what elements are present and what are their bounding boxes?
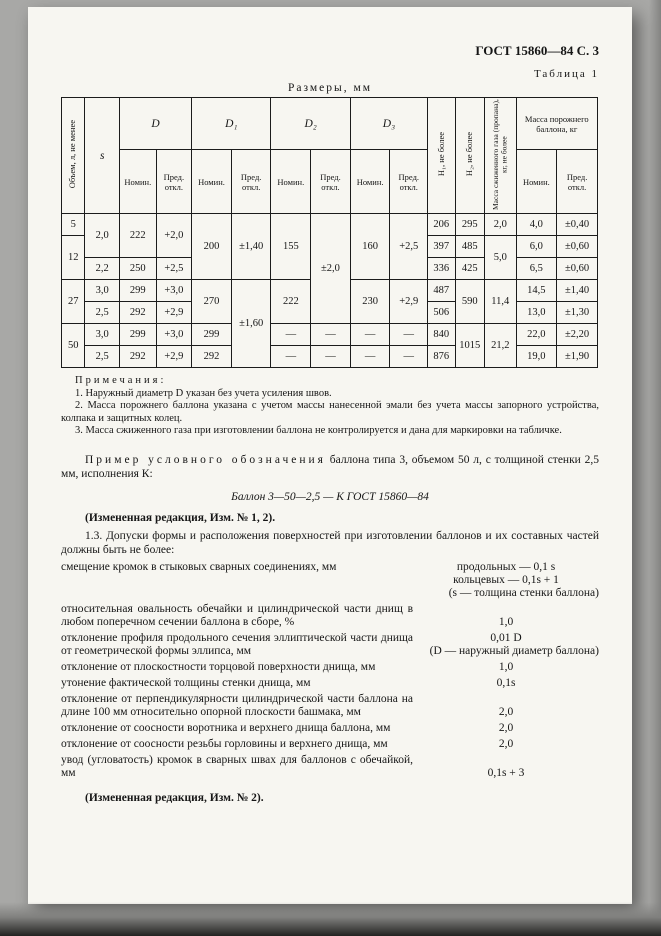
spec-value: 0,1s (496, 676, 516, 689)
table-cell: 6,5 (516, 258, 557, 280)
col-header-h1 (428, 98, 455, 214)
col-header-gas-mass-label: Масса сжиженного газа (пропана), кг, не более (490, 99, 509, 210)
table-cell: 299 (119, 324, 156, 346)
table-cell: 4,0 (516, 214, 557, 236)
table-cell: 2,5 (85, 302, 120, 324)
table-cell: 5,0 (485, 236, 517, 280)
table-cell: 840 (428, 324, 455, 346)
spec-text: утонение фактической толщины стенки днища, мм (61, 676, 311, 689)
spec-values (413, 616, 599, 629)
subheader-deviation: Пред. откл. (231, 150, 271, 214)
subheader-nominal: Номин. (271, 150, 311, 214)
table-cell: — (350, 346, 390, 368)
table-cell: 2,2 (85, 258, 120, 280)
table-cell: 425 (455, 258, 484, 280)
table-cell: ±2,0 (311, 214, 351, 324)
table-cell: 487 (428, 280, 455, 302)
col-header-d1: D₁ (192, 98, 271, 150)
scan-edge-shadow-right (649, 0, 661, 936)
spec-text: относительная овальность обечайки и цилиндрической части днищ в любом поперечном сечении баллона в сборе, % (61, 602, 413, 628)
table-cell: 590 (455, 280, 484, 324)
table-cell: 222 (119, 214, 156, 258)
spec-value: кольцевых — 0,1s + 1 (453, 573, 559, 586)
subheader-deviation: Пред. откл. (390, 150, 428, 214)
col-header-gas-mass (485, 98, 517, 214)
doc-header: ГОСТ 15860—84 С. 3 (475, 43, 599, 58)
table-cell: 21,2 (485, 324, 517, 368)
table-cell: 13,0 (516, 302, 557, 324)
spec-values (413, 632, 599, 658)
table-cell: 506 (428, 302, 455, 324)
spec-text: отклонение профиля продольного сечения эллиптической части днища от геометрической формы эллипса, мм (61, 631, 413, 657)
table-cell: 14,5 (516, 280, 557, 302)
table-row (62, 346, 598, 368)
table-cell: ±1,40 (231, 214, 271, 280)
col-header-s: s (85, 98, 120, 214)
spec-value: 2,0 (498, 737, 514, 750)
table-cell: — (390, 324, 428, 346)
table-cell: ±1,30 (557, 302, 598, 324)
table-cell: 19,0 (516, 346, 557, 368)
spec-value: 1,0 (498, 660, 514, 673)
table-cell: 206 (428, 214, 455, 236)
table-cell: ±0,60 (557, 236, 598, 258)
spec-value: 2,0 (498, 705, 514, 718)
example-paragraph (61, 453, 599, 481)
table-cell: 2,5 (85, 346, 120, 368)
note-item: 2. Масса порожнего баллона указана с учетом массы нанесенной эмали без учета массы запорного устройства, колпака и защитных колец. (61, 400, 599, 424)
note-item: 3. Масса сжиженного газа при изготовлении баллона не контролируется и дана для маркировки на табличке. (75, 425, 562, 436)
table-title: Размеры, мм (287, 82, 373, 94)
spec-text: отклонение от перпендикулярности цилиндрической части баллона на длине 100 мм относительно опорной плоскости башмака, мм (61, 692, 413, 718)
table-cell: +3,0 (156, 324, 192, 346)
table-cell: 299 (119, 280, 156, 302)
table-cell: — (390, 346, 428, 368)
table-cell: 27 (62, 280, 85, 324)
col-header-d: D (119, 98, 191, 150)
table-cell: 1015 (455, 324, 484, 368)
spec-note: (D — наружный диаметр баллона) (429, 644, 599, 657)
table-row (62, 324, 598, 346)
table-cell: ±2,20 (557, 324, 598, 346)
example-lead: Пример условного обозначения (85, 453, 326, 466)
table-cell: 5 (62, 214, 85, 236)
spec-item (61, 693, 599, 719)
designation-line: Баллон 3—50—2,5 — К ГОСТ 15860—84 (231, 490, 429, 503)
table-cell: +2,0 (156, 214, 192, 258)
col-header-h2-label: H₂, не более (464, 132, 475, 177)
table-cell: +2,9 (156, 346, 192, 368)
table-cell: 160 (350, 214, 390, 280)
revision-note-2: (Измененная редакция, Изм. № 2). (85, 791, 264, 804)
table-cell: — (271, 324, 311, 346)
table-cell: 270 (192, 280, 232, 324)
table-subheader-row (62, 150, 598, 214)
example-rest: баллона типа 3, объемом 50 л, с толщиной стенки 2,5 мм, исполнения К: (61, 453, 599, 480)
table-cell: ±0,60 (557, 258, 598, 280)
spec-text: смещение кромок в стыковых сварных соединениях, мм (61, 560, 337, 573)
table-cell: — (271, 346, 311, 368)
revision-note-1: (Измененная редакция, Изм. № 1, 2). (85, 511, 276, 524)
spec-value: продольных — 0,1 s (456, 560, 556, 573)
table-cell: 250 (119, 258, 156, 280)
table-cell: 50 (62, 324, 85, 368)
table-cell: 295 (455, 214, 484, 236)
spec-text: отклонение от соосности резьбы горловины и верхнего днища, мм (61, 737, 388, 750)
table-cell: 22,0 (516, 324, 557, 346)
spec-value: 0,01 D (490, 631, 522, 644)
col-header-d3: D₃ (350, 98, 427, 150)
table-cell: 299 (192, 324, 232, 346)
spec-item (61, 603, 599, 629)
table-cell: 200 (192, 214, 232, 280)
dimensions-table (61, 97, 598, 368)
table-cell: 230 (350, 280, 390, 324)
table-cell: 292 (119, 302, 156, 324)
table-cell: — (350, 324, 390, 346)
spec-value: 0,1s + 3 (487, 766, 525, 779)
notes-title: Примечания: (75, 375, 167, 386)
spec-item (61, 754, 599, 780)
spec-values (413, 677, 599, 690)
table-cell: 11,4 (485, 280, 517, 324)
col-header-h1-label: H₁, не более (435, 132, 446, 177)
table-cell: +2,9 (156, 302, 192, 324)
spec-item (61, 677, 599, 690)
spec-values (413, 738, 599, 751)
spec-note: (s — толщина стенки баллона) (448, 586, 599, 599)
note-item: 1. Наружный диаметр D указан без учета усиления швов. (75, 387, 332, 399)
subheader-nominal: Номин. (192, 150, 232, 214)
table-cell: 397 (428, 236, 455, 258)
table-cell: ±1,40 (557, 280, 598, 302)
spec-item (61, 722, 599, 735)
spec-values (413, 767, 599, 780)
spec-text: отклонение от плоскостности торцовой поверхности днища, мм (61, 660, 376, 673)
table-cell: 336 (428, 258, 455, 280)
table-cell: 3,0 (85, 324, 120, 346)
table-cell: 2,0 (485, 214, 517, 236)
col-header-volume (62, 98, 85, 214)
table-cell: 6,0 (516, 236, 557, 258)
spec-item (61, 632, 599, 658)
scan-edge-shadow-bottom (0, 902, 661, 936)
clause-1-3: 1.3. Допуски формы и расположения поверхностей при изготовлении баллонов и их составных частей должны быть не более: (61, 529, 599, 556)
spec-values (413, 706, 599, 719)
notes-block (61, 375, 599, 438)
subheader-deviation: Пред. откл. (156, 150, 192, 214)
spec-text: увод (угловатость) кромок в сварных швах для баллонов с обечайкой, мм (61, 753, 413, 779)
spec-item (61, 661, 599, 674)
subheader-nominal: Номин. (119, 150, 156, 214)
col-header-empty-mass: Масса порожнего баллона, кг (516, 98, 597, 150)
spec-text: отклонение от соосности воротника и верхнего днища баллона, мм (61, 721, 391, 734)
table-cell: 222 (271, 280, 311, 324)
table-label: Таблица 1 (533, 68, 599, 80)
table-cell: +2,5 (390, 214, 428, 280)
table-cell: 12 (62, 236, 85, 280)
subheader-deviation: Пред. откл. (311, 150, 351, 214)
table-header-row (62, 98, 598, 150)
spec-item (61, 738, 599, 751)
col-header-d2: D₂ (271, 98, 350, 150)
spec-values (413, 722, 599, 735)
document-page (28, 7, 632, 904)
table-row (62, 214, 598, 236)
table-cell: 155 (271, 214, 311, 280)
table-cell: +2,5 (156, 258, 192, 280)
table-cell: ±1,90 (557, 346, 598, 368)
table-cell: 485 (455, 236, 484, 258)
spec-values (413, 661, 599, 674)
table-cell: — (311, 324, 351, 346)
subheader-nominal: Номин. (516, 150, 557, 214)
spec-values (413, 561, 599, 600)
subheader-deviation: Пред. откл. (557, 150, 598, 214)
table-cell: 292 (119, 346, 156, 368)
spec-value: 2,0 (498, 721, 514, 734)
spec-value: 1,0 (498, 615, 514, 628)
table-cell: 876 (428, 346, 455, 368)
table-cell: ±1,60 (231, 280, 271, 368)
table-cell: ±0,40 (557, 214, 598, 236)
table-cell: +2,9 (390, 280, 428, 324)
col-header-volume-label: Объем, л, не менее (67, 120, 78, 189)
table-cell: — (311, 346, 351, 368)
table-cell: 3,0 (85, 280, 120, 302)
spec-item (61, 561, 599, 600)
table-cell: +3,0 (156, 280, 192, 302)
subheader-nominal: Номин. (350, 150, 390, 214)
table-cell: 292 (192, 346, 232, 368)
table-cell: 2,0 (85, 214, 120, 258)
tolerance-list (61, 561, 599, 780)
col-header-h2 (455, 98, 484, 214)
